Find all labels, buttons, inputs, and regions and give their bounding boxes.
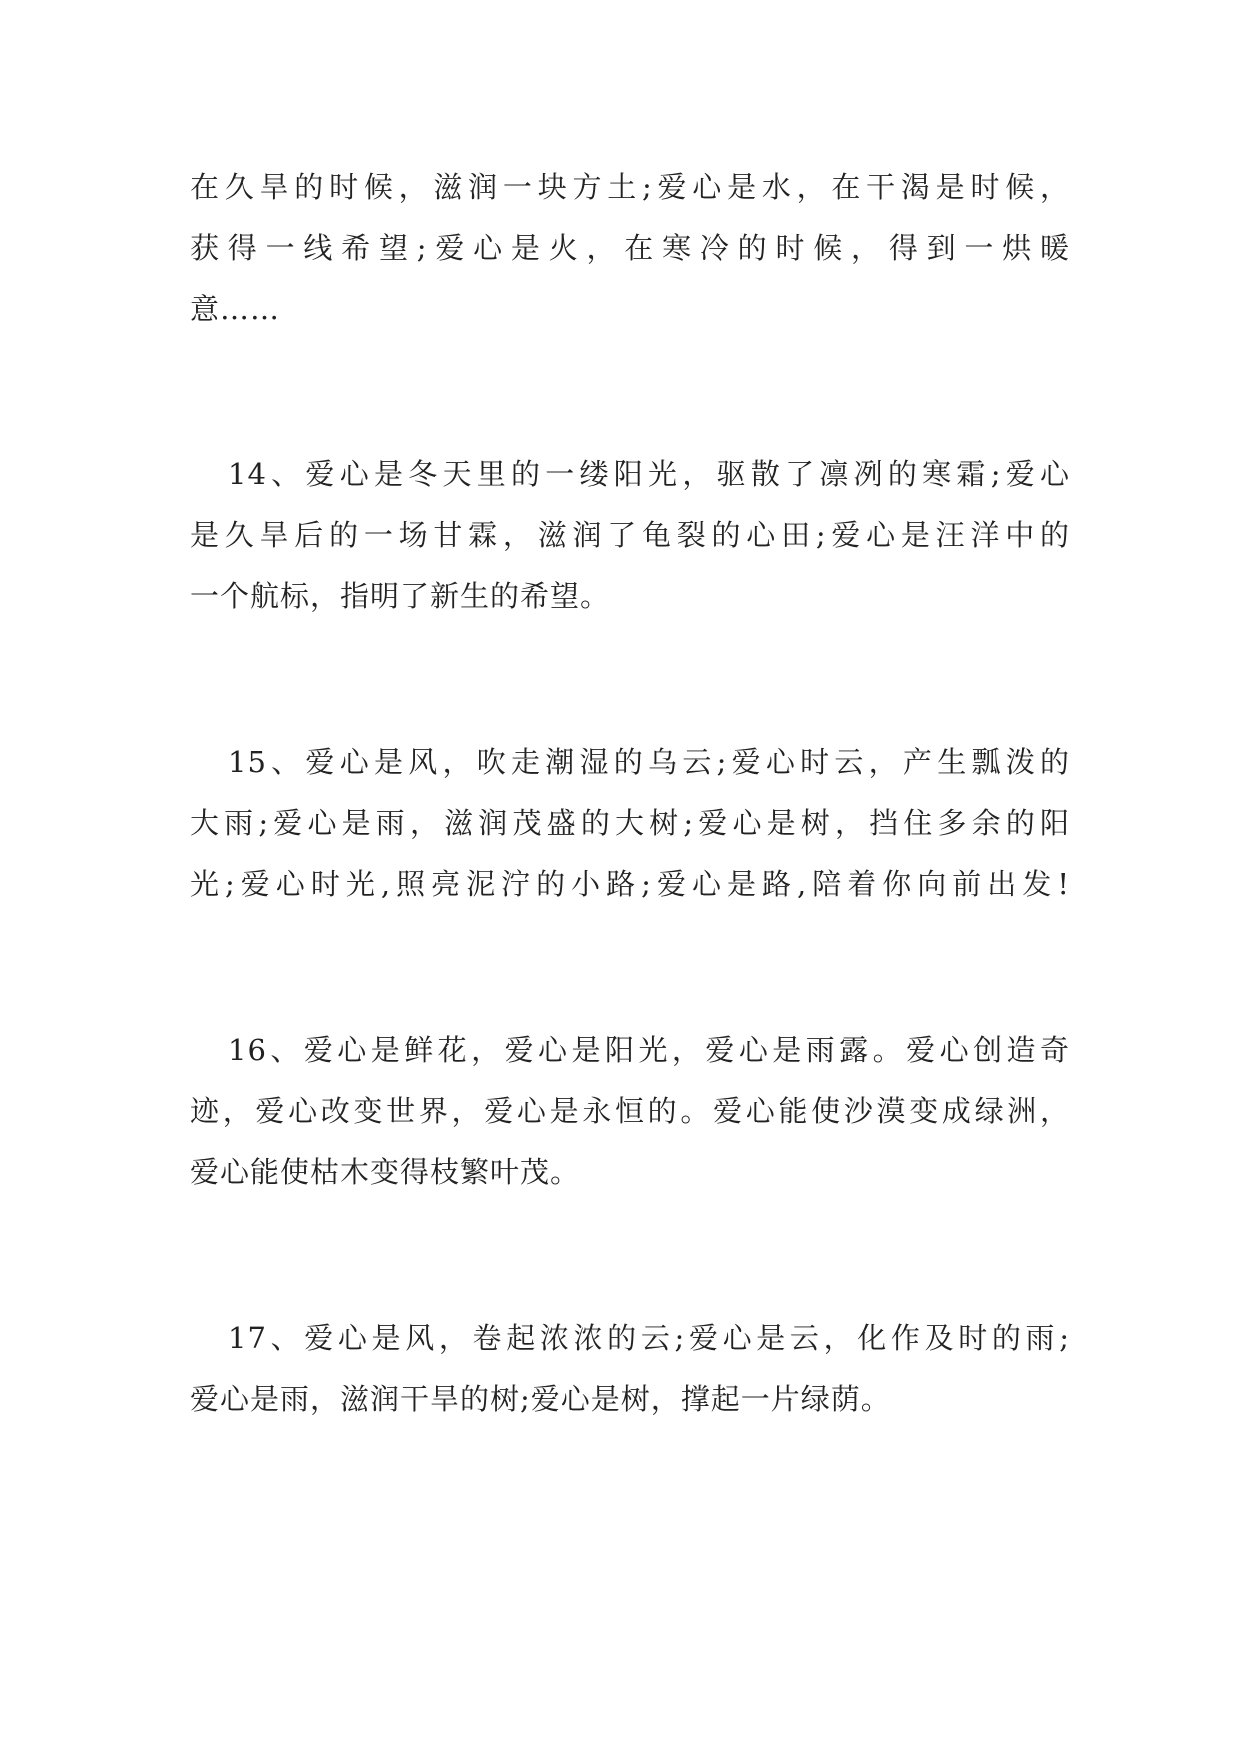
paragraph-line: 是久旱后的一场甘霖，滋润了龟裂的心田;爱心是汪洋中的 (190, 518, 1070, 552)
paragraph-line: 15、爱心是风，吹走潮湿的乌云;爱心时云，产生瓢泼的 (228, 745, 1070, 779)
paragraph-14 (190, 444, 1070, 627)
paragraph-line: 意…… (190, 292, 281, 326)
paragraph-13-continued (190, 157, 1070, 340)
paragraph-line: 获得一线希望;爱心是火，在寒冷的时候，得到一烘暖 (190, 231, 1070, 265)
paragraph-line: 一个航标，指明了新生的希望。 (190, 579, 611, 613)
paragraph-line: 爱心是雨，滋润干旱的树;爱心是树，撑起一片绿荫。 (190, 1382, 891, 1416)
paragraph-15 (190, 732, 1070, 915)
paragraph-line: 16、爱心是鲜花，爱心是阳光，爱心是雨露。爱心创造奇 (228, 1033, 1070, 1067)
paragraph-line: 在久旱的时候，滋润一块方土;爱心是水，在干渴是时候， (190, 170, 1070, 204)
paragraph-line: 14、爱心是冬天里的一缕阳光，驱散了凛冽的寒霜;爱心 (228, 457, 1070, 491)
paragraph-17 (190, 1308, 1070, 1430)
paragraph-line: 爱心能使枯木变得枝繁叶茂。 (190, 1155, 581, 1189)
paragraph-line: 光;爱心时光,照亮泥泞的小路;爱心是路,陪着你向前出发! (190, 867, 1070, 901)
paragraph-line: 17、爱心是风，卷起浓浓的云;爱心是云，化作及时的雨; (228, 1321, 1070, 1355)
paragraph-16 (190, 1020, 1070, 1203)
paragraph-line: 迹，爱心改变世界，爱心是永恒的。爱心能使沙漠变成绿洲， (190, 1094, 1070, 1128)
paragraph-line: 大雨;爱心是雨，滋润茂盛的大树;爱心是树，挡住多余的阳 (190, 806, 1070, 840)
